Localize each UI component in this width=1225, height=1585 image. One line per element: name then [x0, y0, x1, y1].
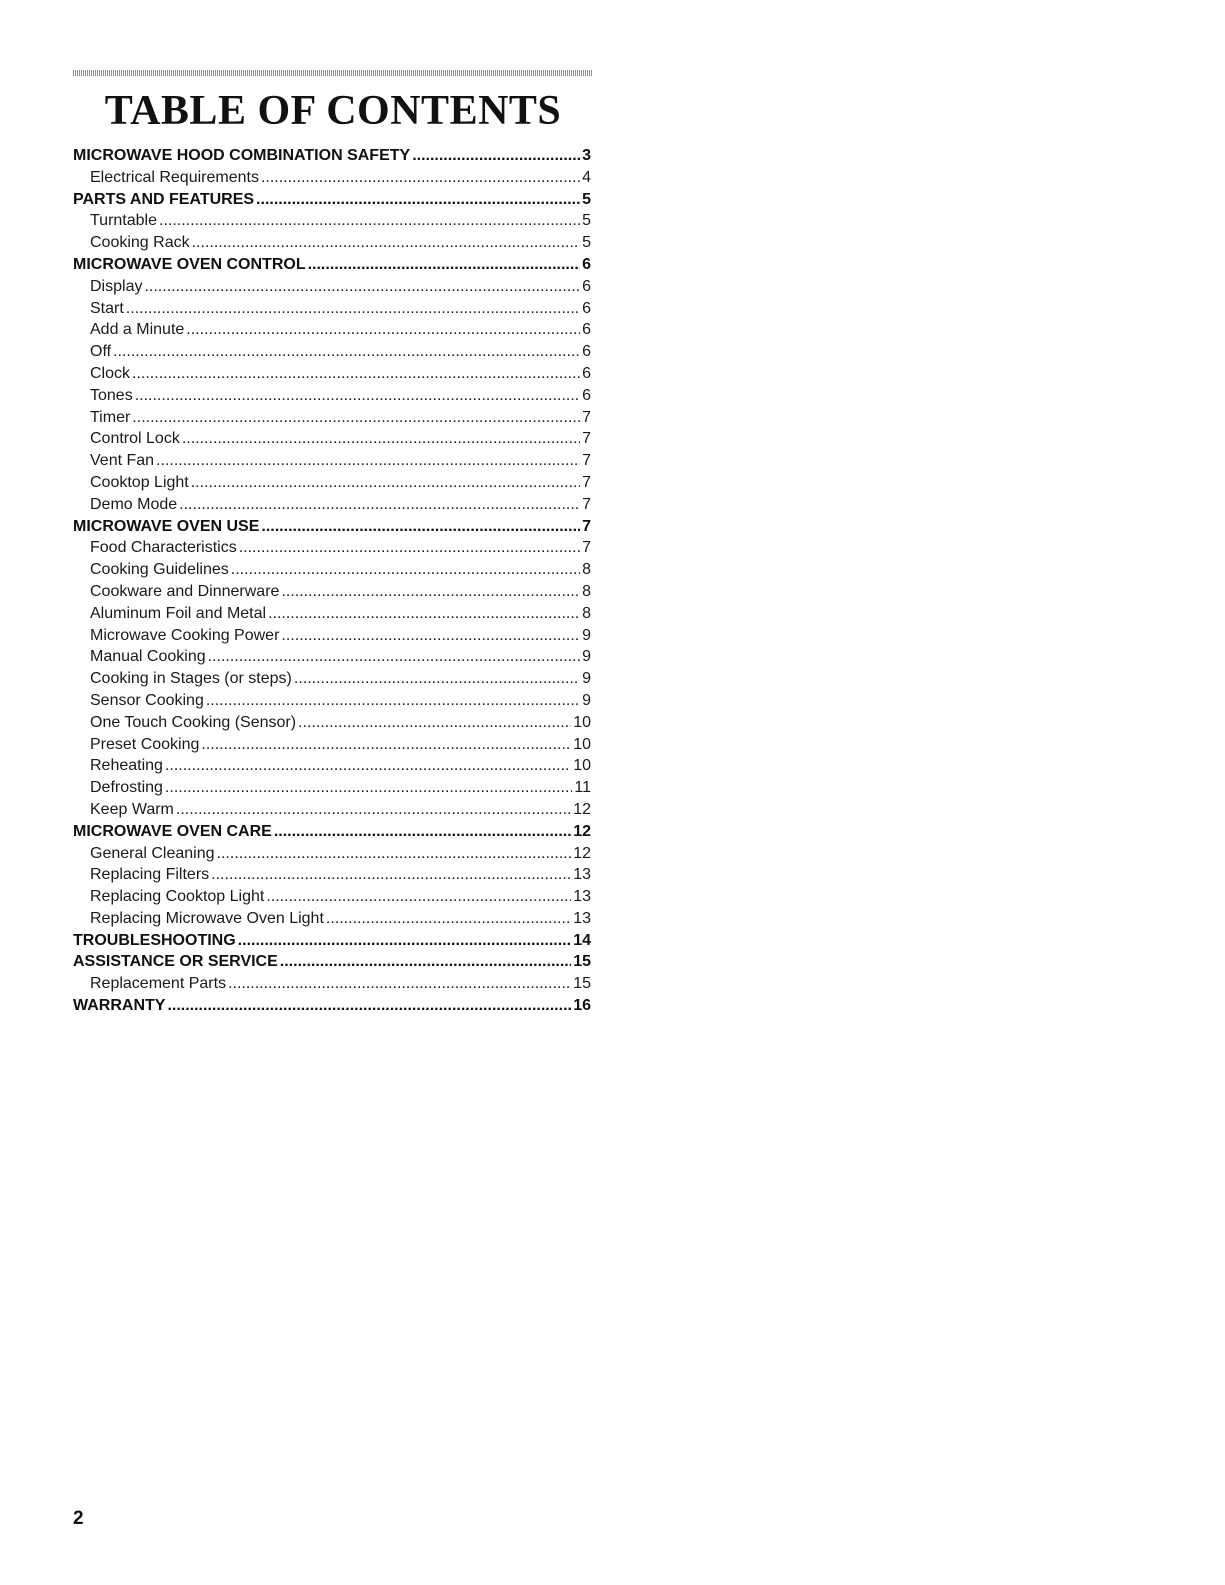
- toc-dot-leader: [281, 581, 580, 603]
- toc-entry-label: Manual Cooking: [90, 648, 206, 666]
- toc-entry-label: MICROWAVE HOOD COMBINATION SAFETY: [73, 147, 411, 164]
- toc-section-entry: [73, 254, 591, 276]
- toc-dot-leader: [281, 625, 580, 647]
- toc-subsection-entry: [73, 298, 591, 320]
- toc-dot-leader: [231, 559, 580, 581]
- toc-entry-page-number: 6: [582, 255, 591, 273]
- toc-entry-page-number: 5: [582, 190, 591, 208]
- toc-entry-page-number: 7: [582, 495, 591, 513]
- toc-subsection-entry: [73, 712, 591, 734]
- toc-entry-page-number: 12: [573, 822, 591, 840]
- toc-dot-leader: [192, 232, 580, 254]
- toc-subsection-entry: [73, 494, 591, 516]
- toc-entry-page-number: 6: [582, 386, 591, 404]
- toc-dot-leader: [326, 908, 571, 930]
- toc-section-entry: [73, 516, 591, 538]
- toc-entry-label: WARRANTY: [73, 997, 166, 1015]
- toc-dot-leader: [217, 843, 572, 865]
- toc-dot-leader: [206, 690, 580, 712]
- toc-dot-leader: [126, 298, 580, 320]
- toc-subsection-entry: [73, 210, 591, 232]
- toc-entry-page-number: 7: [582, 430, 591, 448]
- toc-subsection-entry: [73, 167, 591, 189]
- toc-entry-label: Food Characteristics: [90, 539, 237, 557]
- toc-entry-page-number: 5: [582, 212, 591, 230]
- toc-dot-leader: [135, 385, 580, 407]
- toc-entry-page-number: 8: [582, 604, 591, 622]
- toc-entry-label: TROUBLESHOOTING: [73, 931, 236, 949]
- toc-section-entry: [73, 189, 591, 211]
- toc-entry-page-number: 10: [573, 713, 591, 731]
- toc-subsection-entry: [73, 799, 591, 821]
- toc-subsection-entry: [73, 450, 591, 472]
- toc-subsection-entry: [73, 843, 591, 865]
- toc-dot-leader: [179, 494, 580, 516]
- toc-entry-label: Replacing Filters: [90, 866, 210, 884]
- toc-entry-label: Keep Warm: [90, 800, 174, 818]
- toc-entry-label: One Touch Cooking (Sensor): [90, 713, 297, 731]
- page-title: TABLE OF CONTENTS: [104, 88, 562, 134]
- toc-subsection-entry: [73, 603, 591, 625]
- toc-entry-label: Replacing Microwave Oven Light: [90, 909, 324, 927]
- toc-subsection-entry: [73, 385, 591, 407]
- toc-dot-leader: [156, 450, 580, 472]
- toc-entry-page-number: 11: [574, 779, 591, 797]
- toc-subsection-entry: [73, 407, 591, 429]
- toc-entry-page-number: 16: [573, 997, 591, 1015]
- toc-section-entry: [73, 951, 591, 973]
- toc-dot-leader: [132, 407, 580, 429]
- toc-entry-label: Tones: [90, 386, 133, 404]
- toc-entry-page-number: 14: [573, 931, 591, 949]
- toc-subsection-entry: [73, 625, 591, 647]
- table-of-contents: [73, 145, 591, 1017]
- toc-subsection-entry: [73, 319, 591, 341]
- toc-dot-leader: [176, 799, 571, 821]
- toc-subsection-entry: [73, 668, 591, 690]
- toc-subsection-entry: [73, 428, 591, 450]
- toc-subsection-entry: [73, 777, 591, 799]
- toc-subsection-entry: [73, 341, 591, 363]
- toc-entry-label: Cooking Guidelines: [90, 561, 229, 579]
- toc-entry-page-number: 15: [573, 975, 591, 993]
- toc-dot-leader: [132, 363, 580, 385]
- toc-dot-leader: [159, 210, 580, 232]
- toc-dot-leader: [266, 886, 571, 908]
- toc-entry-page-number: 5: [582, 234, 591, 252]
- toc-dot-leader: [294, 668, 580, 690]
- toc-subsection-entry: [73, 232, 591, 254]
- page-number: 2: [73, 1508, 84, 1529]
- toc-entry-label: Cookware and Dinnerware: [90, 582, 280, 600]
- toc-section-entry: [73, 145, 591, 167]
- toc-entry-page-number: 9: [582, 626, 591, 644]
- decorative-top-rule: [73, 70, 593, 76]
- toc-entry-page-number: 9: [582, 648, 591, 666]
- toc-dot-leader: [274, 821, 571, 843]
- toc-entry-label: ASSISTANCE OR SERVICE: [73, 953, 278, 971]
- toc-subsection-entry: [73, 864, 591, 886]
- toc-dot-leader: [308, 254, 581, 276]
- toc-dot-leader: [208, 646, 580, 668]
- toc-entry-label: Replacing Cooktop Light: [90, 888, 265, 906]
- toc-dot-leader: [238, 930, 572, 952]
- toc-entry-label: Defrosting: [90, 779, 163, 797]
- toc-dot-leader: [298, 712, 571, 734]
- toc-dot-leader: [412, 145, 580, 167]
- toc-subsection-entry: [73, 690, 591, 712]
- toc-dot-leader: [113, 341, 580, 363]
- toc-entry-page-number: 6: [582, 343, 591, 361]
- toc-subsection-entry: [73, 734, 591, 756]
- toc-entry-label: Clock: [90, 364, 131, 382]
- toc-entry-label: Cooking Rack: [90, 234, 190, 252]
- toc-entry-label: Add a Minute: [90, 321, 185, 339]
- toc-dot-leader: [239, 537, 580, 559]
- toc-entry-page-number: 6: [582, 321, 591, 339]
- toc-section-entry: [73, 995, 591, 1017]
- toc-entry-page-number: 7: [582, 517, 591, 535]
- toc-entry-label: Cooking in Stages (or steps): [90, 670, 292, 688]
- toc-entry-label: Off: [90, 343, 112, 361]
- toc-entry-page-number: 7: [582, 408, 591, 426]
- toc-entry-label: Turntable: [90, 212, 157, 230]
- toc-dot-leader: [256, 189, 580, 211]
- toc-entry-page-number: 9: [582, 670, 591, 688]
- toc-entry-label: MICROWAVE OVEN USE: [73, 517, 260, 535]
- toc-entry-page-number: 6: [582, 277, 591, 295]
- toc-entry-page-number: 8: [582, 561, 591, 579]
- toc-subsection-entry: [73, 559, 591, 581]
- toc-subsection-entry: [73, 973, 591, 995]
- toc-entry-page-number: 7: [582, 452, 591, 470]
- toc-entry-page-number: 7: [582, 473, 591, 491]
- toc-dot-leader: [186, 319, 580, 341]
- toc-entry-label: Vent Fan: [90, 452, 155, 470]
- toc-dot-leader: [201, 734, 571, 756]
- toc-entry-page-number: 7: [582, 539, 591, 557]
- toc-dot-leader: [165, 777, 572, 799]
- toc-dot-leader: [182, 428, 580, 450]
- toc-section-entry: [73, 821, 591, 843]
- toc-dot-leader: [261, 516, 580, 538]
- toc-entry-page-number: 12: [573, 800, 591, 818]
- toc-entry-label: Display: [90, 277, 143, 295]
- toc-entry-label: Replacement Parts: [90, 975, 227, 993]
- toc-entry-label: Start: [90, 299, 124, 317]
- toc-dot-leader: [167, 995, 571, 1017]
- toc-entry-label: Control Lock: [90, 430, 180, 448]
- toc-entry-page-number: 13: [573, 888, 591, 906]
- toc-entry-label: Sensor Cooking: [90, 691, 204, 709]
- toc-dot-leader: [228, 973, 571, 995]
- toc-entry-label: General Cleaning: [90, 844, 215, 862]
- toc-subsection-entry: [73, 581, 591, 603]
- toc-entry-page-number: 4: [582, 168, 591, 186]
- toc-subsection-entry: [73, 472, 591, 494]
- toc-entry-page-number: 15: [573, 953, 591, 971]
- toc-subsection-entry: [73, 908, 591, 930]
- toc-entry-page-number: 13: [573, 866, 591, 884]
- toc-subsection-entry: [73, 886, 591, 908]
- toc-subsection-entry: [73, 276, 591, 298]
- toc-entry-label: Aluminum Foil and Metal: [90, 604, 267, 622]
- toc-dot-leader: [211, 864, 571, 886]
- toc-subsection-entry: [73, 646, 591, 668]
- toc-entry-page-number: 13: [573, 909, 591, 927]
- toc-entry-page-number: 6: [582, 299, 591, 317]
- toc-entry-label: Cooktop Light: [90, 473, 189, 491]
- toc-entry-page-number: 10: [573, 757, 591, 775]
- toc-subsection-entry: [73, 363, 591, 385]
- toc-entry-label: Preset Cooking: [90, 735, 200, 753]
- toc-entry-label: Timer: [90, 408, 131, 426]
- toc-dot-leader: [280, 951, 571, 973]
- toc-dot-leader: [165, 755, 571, 777]
- toc-subsection-entry: [73, 755, 591, 777]
- toc-entry-page-number: 6: [582, 364, 591, 382]
- toc-entry-label: Electrical Requirements: [90, 168, 259, 186]
- toc-dot-leader: [268, 603, 580, 625]
- toc-entry-page-number: 9: [582, 691, 591, 709]
- toc-entry-label: Microwave Cooking Power: [90, 626, 280, 644]
- toc-entry-label: MICROWAVE OVEN CARE: [73, 822, 272, 840]
- toc-entry-page-number: 3: [582, 147, 591, 164]
- toc-entry-label: MICROWAVE OVEN CONTROL: [73, 255, 306, 273]
- toc-subsection-entry: [73, 537, 591, 559]
- toc-dot-leader: [261, 167, 580, 189]
- toc-section-entry: [73, 930, 591, 952]
- toc-entry-page-number: 12: [573, 844, 591, 862]
- toc-dot-leader: [191, 472, 580, 494]
- toc-entry-page-number: 8: [582, 582, 591, 600]
- toc-entry-page-number: 10: [573, 735, 591, 753]
- toc-dot-leader: [144, 276, 580, 298]
- toc-entry-label: Demo Mode: [90, 495, 178, 513]
- toc-entry-label: Reheating: [90, 757, 163, 775]
- toc-entry-label: PARTS AND FEATURES: [73, 190, 255, 208]
